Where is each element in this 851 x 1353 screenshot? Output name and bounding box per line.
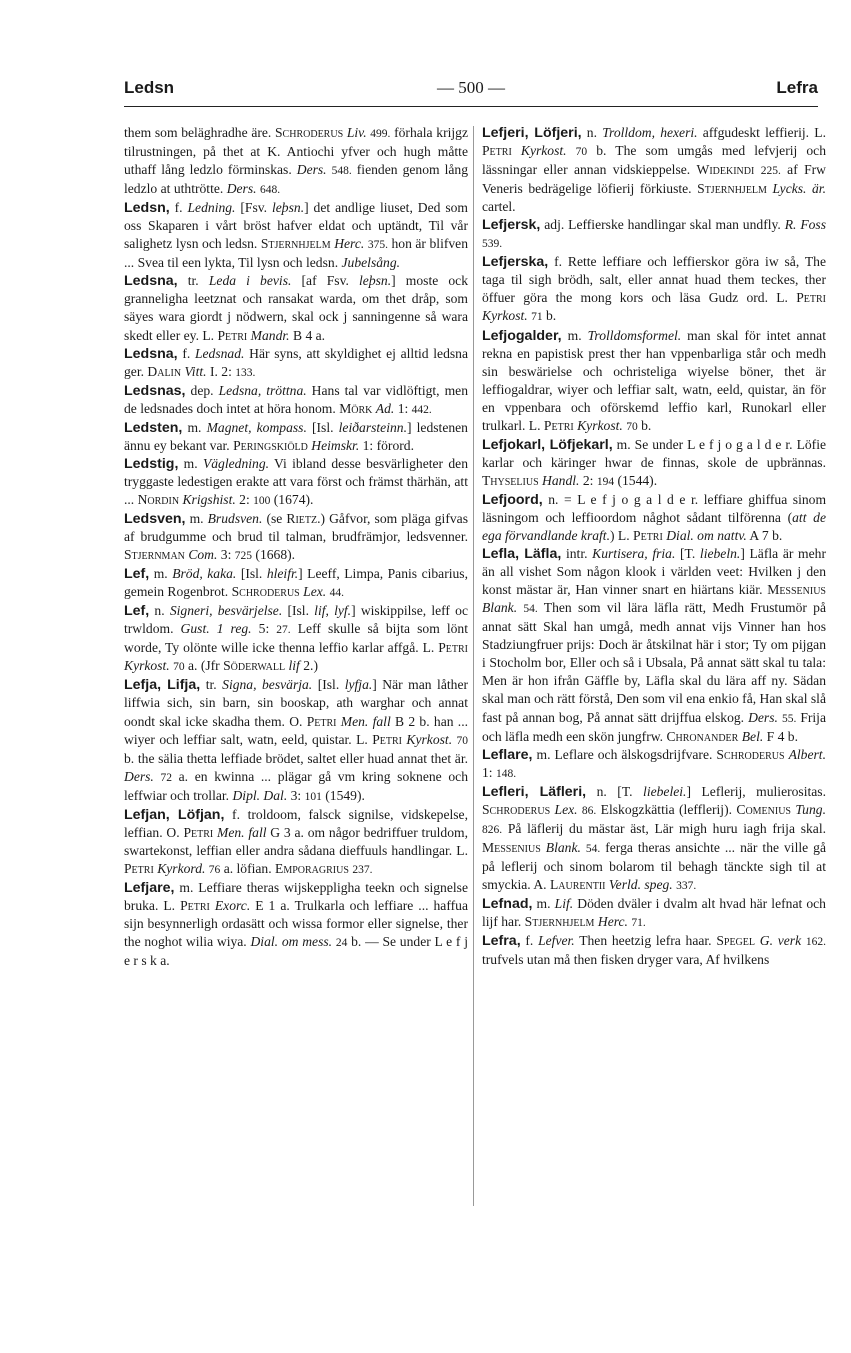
entry-text: Petri: [124, 860, 154, 876]
entry-text: intr.: [561, 546, 593, 562]
entry-text: Söderwall: [223, 658, 286, 674]
entry-text: L e f j o g a l d e r.: [687, 436, 793, 452]
entry-text: Kyrkord.: [157, 860, 206, 876]
entry-text: m.: [178, 455, 203, 471]
entry-text: Dipl. Dal.: [232, 787, 288, 803]
entry-text: 3:: [217, 547, 235, 563]
headword: Lefjoord,: [482, 491, 543, 508]
entry-text: 55.: [781, 712, 797, 725]
dictionary-entry: [482, 746, 826, 783]
entry-text: Widekindi: [696, 162, 755, 178]
entry-text: a. löfian.: [220, 860, 276, 876]
entry-text: 194: [596, 475, 615, 488]
entry-text: Mandr.: [250, 327, 290, 343]
dictionary-entry: [482, 932, 826, 969]
entry-text: 237.: [352, 863, 373, 876]
dictionary-entry: [124, 382, 468, 419]
entry-text: Petri: [796, 290, 826, 306]
entry-text: A 7 b.: [746, 528, 783, 544]
headword: Ledstig,: [124, 455, 179, 472]
right-column: [482, 124, 826, 969]
entry-text: ] det andlige liuset, Ded som oss Skaparen i vårt bröst hafver eldat och uptändt, Til vår salighetz lysn och ledsn.: [124, 200, 468, 252]
entry-text: Ledning.: [187, 200, 236, 216]
entry-text: [Isl.: [282, 603, 315, 619]
entry-text: Ders.: [748, 709, 778, 725]
entry-text: [af Fsv.: [291, 273, 360, 289]
entry-text: 24: [335, 937, 348, 950]
entry-text: leþsn.: [272, 200, 305, 216]
headword: Lefra,: [482, 933, 521, 950]
dictionary-entry: [124, 124, 468, 199]
headword: Lefja, Lifja,: [124, 677, 201, 694]
entry-text: Verld. speg.: [608, 876, 673, 892]
entry-text: leiðarsteinn.: [338, 419, 407, 435]
entry-text: Peringskiöld: [233, 437, 308, 453]
entry-text: them som beläghradhe äre.: [124, 125, 275, 140]
dictionary-entry: [482, 491, 826, 545]
entry-text: m. Leflare och älskogsdrijfvare.: [532, 746, 717, 762]
entry-text: m.: [182, 419, 207, 435]
entry-text: ] Leeff, Limpa, Panis cibarius, gemein Rogenbrot.: [124, 566, 468, 600]
entry-text: 44.: [329, 587, 344, 600]
entry-text: Blank.: [545, 839, 581, 855]
entry-text: Elskogzkättia (lefflerij).: [596, 801, 737, 817]
entry-text: 337.: [676, 879, 697, 892]
entry-text: Dalin: [147, 363, 182, 379]
entry-text: 499.: [370, 128, 391, 140]
entry-text: Nordin: [137, 491, 180, 507]
entry-text: Emporagrius: [275, 860, 349, 876]
entry-text: 225.: [760, 165, 781, 178]
entry-text: 375.: [367, 239, 388, 252]
entry-text: trufvels utan må then fisken dryger vara, Af hvilkens: [482, 952, 770, 968]
entry-text: (1668).: [252, 547, 296, 563]
entry-text: Vi ibland desse besvärligheter den tryggaste ledestigen erakte att vara först och främst thärhän, att ...: [124, 455, 468, 507]
entry-text: Mörk: [339, 400, 373, 416]
headword: Ledsven,: [124, 510, 186, 527]
entry-text: 2:: [235, 491, 254, 507]
dictionary-entry: [124, 199, 468, 272]
entry-text: 70: [173, 661, 185, 674]
entry-text: 101: [304, 790, 322, 803]
running-header: [124, 78, 818, 104]
entry-text: Lycks. är.: [772, 181, 826, 197]
entry-text: B 4 a.: [289, 327, 326, 343]
dictionary-entry: [124, 676, 468, 805]
entry-text: R. Foss: [784, 217, 827, 233]
entry-text: Rietz: [286, 510, 318, 526]
entry-text: Signa, besvärja.: [222, 677, 313, 693]
entry-text: Gust. 1 reg.: [180, 621, 252, 637]
entry-text: b. The som umgås med lefvjerij och lässningar eller annan vidskieppelse.: [482, 143, 827, 178]
entry-text: Herc.: [334, 236, 365, 252]
entry-text: Herc.: [597, 914, 628, 930]
entry-text: m. Leffiare theras wijskeppligha teekn och signelse bruka. L.: [124, 879, 468, 913]
entry-text: Bel.: [741, 728, 764, 744]
entry-text: Comenius: [736, 801, 791, 817]
entry-text: leþsn.: [359, 273, 392, 289]
entry-text: Vitt.: [184, 363, 207, 379]
entry-text: (1544).: [614, 472, 658, 488]
column-divider: [473, 126, 474, 1206]
entry-text: I. 2:: [206, 363, 236, 379]
entry-text: Schroderus: [275, 125, 344, 140]
entry-text: man skal för intet annat rekna en papistisk prest ther han vppenbarliga står och medh sin beswärielse och ochristeliga wiyelse böner, thet är leffiogaldrar, wiyer och leffiar salt, watn, eeld, quistar, än för en vppenbara och oförskemd leffio karl, Runokarl eller trulkarl. L.: [482, 327, 826, 433]
entry-text: ) L.: [610, 528, 634, 544]
entry-text: G. verk: [759, 933, 802, 949]
entry-text: 70: [626, 420, 638, 433]
entry-text: Lex.: [303, 584, 327, 600]
entry-text: fienden genom lång ledzlo at uthtrötte.: [124, 162, 468, 197]
entry-text: Signeri, besvärjelse.: [169, 603, 283, 619]
entry-text: leffiare ghiffua sinom läsningom och leffioordom någhot sådant tilförenna (: [482, 491, 827, 525]
left-column: [124, 124, 468, 970]
entry-text: f.: [520, 933, 539, 949]
entry-text: 1: förord.: [359, 437, 414, 453]
headword: Lef,: [124, 566, 150, 583]
entry-text: (1674).: [270, 491, 314, 507]
entry-text: Petri: [482, 143, 512, 159]
entry-text: adj. Leffierske handlingar skal man undfly.: [540, 217, 785, 233]
entry-text: L e f j e r s k a.: [124, 934, 469, 969]
headword: Ledsten,: [124, 419, 183, 436]
entry-text: Magnet, kompass.: [206, 419, 307, 435]
entry-text: ] När man låther liffwia sich, sin barn, sin booskap, ath warghar och annat oondt skal icke skadha them. O.: [124, 677, 469, 729]
entry-text: [567, 143, 576, 158]
entry-text: 539.: [482, 238, 503, 251]
entry-text: 100: [253, 494, 271, 507]
entry-text: a. (Jfr: [184, 658, 224, 674]
entry-text: På läflerij du mästar äst, Lär migh huru iagh frija skal.: [502, 820, 826, 836]
dictionary-entry: [482, 253, 826, 326]
entry-text: Chronander: [666, 728, 739, 744]
headword: Lefla, Läfla,: [482, 546, 562, 563]
entry-text: Then heetzig lefra haar.: [574, 933, 717, 949]
entry-text: Frija och läfla medh een skön jungfrw.: [482, 709, 826, 744]
entry-text: n. =: [542, 491, 578, 507]
entry-text: Dial. om mess.: [250, 934, 333, 950]
entry-text: 2.): [299, 658, 318, 674]
entry-text: lyfja.: [344, 677, 373, 693]
entry-text: 648.: [259, 184, 281, 197]
header-right-word: Lefra: [776, 78, 818, 97]
entry-text: förhala krijgz tilrustningen, på thet at K. Antiochi yfver och hugh måtte uthaff lång ledzlo förminskas.: [124, 125, 468, 178]
entry-text: Kyrkost.: [520, 143, 567, 159]
entry-text: 71.: [631, 917, 646, 930]
dictionary-entry: [482, 783, 826, 895]
entry-text: (se: [262, 510, 287, 526]
entry-text: Döden dväler i dvalm alt hvad här lefnat och lijf har.: [482, 895, 826, 930]
dictionary-entry: [124, 272, 468, 344]
entry-text: Then som vil lära läfla rätt, Medh Frustumör på annat sätt Skal han umgå, medh annat vijs Vinner han hos Stadziungfruer prijs: Doch är åtskilnat här i stor; Ty om pijgan i Stocholm bor, Eller och så i Ubsala, På annat sätt skal tu tala: Men är hon ifrån Gäffle by, Läfla skal du lära aff ny. Sädan skal man och rätt förstå, Den som vil ena enkio få, Han skal slå fast på annan bog, På annat sätt drijffua elskog.: [482, 600, 826, 725]
entry-text: Trolldomsformel.: [587, 327, 682, 343]
headword: Lefjeri, Löfjeri,: [482, 125, 582, 141]
entry-text: liebelei.: [643, 783, 687, 799]
dictionary-entry: [124, 879, 468, 970]
entry-text: Handl.: [542, 472, 580, 488]
entry-text: Kurtisera, fria.: [592, 546, 676, 562]
entry-text: 162.: [805, 936, 826, 949]
entry-text: E 1 a. Trulkarla och leffiare ... haffua sijn besynnerligh ordasätt och wissa formor eller signelse, ther the noghot wilia wiya.: [124, 897, 468, 950]
entry-text: [512, 143, 521, 158]
entry-text: Thyselius: [482, 472, 539, 488]
entry-text: b.: [637, 417, 652, 433]
headword: Lefjokarl, Löfjekarl,: [482, 436, 613, 453]
entry-text: ] Läfla är mehr än all vishet Som någon klook i världen veet: Hvilken j den konst mästar är, Han vinner snart en hiärtans kiär.: [482, 546, 826, 598]
entry-text: f. Rette leffiare och leffierskor göra iw så, The taga til sigh brödh, salt, eller annat huad them teckes, ther öffuer göra the mong kors och läsa Gudz ord. L.: [482, 254, 826, 306]
entry-text: Löfie karlar och käringer hwar de finnas, skole de upbrännas.: [482, 436, 827, 470]
entry-text: F 4 b.: [763, 728, 798, 744]
entry-text: Här syns, att skyldighet ej alltid ledsna ger.: [124, 345, 468, 379]
entry-text: m.: [185, 510, 208, 526]
entry-text: m.: [561, 327, 588, 343]
entry-text: Ders.: [226, 181, 257, 197]
headword: Ledsn,: [124, 200, 170, 217]
entry-text: Trolldom, hexeri.: [602, 125, 698, 140]
entry-text: Kyrkost.: [124, 658, 170, 674]
entry-text: Jubelsång.: [341, 255, 401, 271]
entry-text: Blank.: [482, 600, 518, 616]
entry-text: hon är blifven ... Svea til een lykta, Til lysn och ledsn.: [124, 236, 468, 271]
dictionary-entry: [124, 565, 468, 602]
entry-text: Liv.: [346, 125, 367, 140]
entry-text: att de ega förvandlande kraft.: [482, 509, 826, 544]
entry-text: ] moste ock granneligha leetznat och ransakat warda, om thet dråp, som säyes wara giordt j nödwern, skal ock j sanningenne så wara skedt eller ey. L.: [124, 273, 469, 343]
entry-text: dep.: [185, 382, 219, 398]
dictionary-entry: [124, 806, 468, 879]
entry-text: Kyrkost.: [482, 308, 528, 324]
entry-text: Heimskr.: [311, 437, 360, 453]
entry-text: Petri: [183, 824, 214, 840]
entry-text: 86.: [581, 804, 597, 817]
entry-text: cartel.: [482, 199, 516, 215]
entry-text: Men. fall: [340, 713, 391, 729]
entry-text: ] wiskippilse, leff oc trwldom.: [124, 603, 468, 637]
entry-text: Kyrkost.: [406, 731, 453, 747]
entry-text: Com.: [188, 547, 218, 563]
dictionary-entry: [482, 124, 826, 216]
entry-text: G 3 a. om någor bedriffuer truldom, swartekonst, leffian eller andra sådana dieffuuls handlingar. L.: [124, 824, 468, 858]
entry-text: 70: [456, 734, 468, 747]
entry-text: Petri: [633, 528, 663, 544]
entry-text: hleifr.: [266, 566, 299, 582]
entry-text: 548.: [331, 165, 352, 178]
headword: Lefjersk,: [482, 217, 541, 234]
dictionary-entry: [124, 345, 468, 382]
headword: Ledsna,: [124, 273, 178, 290]
dictionary-entry: [482, 436, 826, 491]
entry-text: tr.: [200, 677, 223, 693]
entry-text: 2:: [579, 472, 597, 488]
entry-text: 54.: [585, 842, 601, 855]
entry-text: ] ledstenen ännu ey bekant var.: [124, 419, 468, 453]
entry-text: n.: [581, 125, 603, 140]
entry-text: n. [T.: [586, 783, 644, 799]
entry-text: b.: [542, 308, 557, 324]
entry-text: m.: [532, 895, 555, 911]
entry-text: f.: [169, 200, 188, 216]
entry-text: (1549).: [321, 787, 365, 803]
entry-text: Ledsnad.: [194, 345, 245, 361]
entry-text: Exorc.: [214, 897, 251, 913]
entry-text: Petri: [372, 731, 402, 747]
entry-text: Ledsna, tröttna.: [218, 382, 307, 398]
headword: Lef,: [124, 603, 150, 620]
headword: Lefleri, Läfleri,: [482, 783, 587, 800]
entry-text: Ders.: [124, 768, 154, 784]
headword: Lefjogalder,: [482, 327, 562, 344]
entry-text: Petri: [306, 713, 337, 729]
entry-text: 70: [575, 146, 588, 159]
entry-text: Schroderus: [716, 746, 785, 762]
entry-text: ferga theras ansichte ... när the ville gå på leflerij och sinom bolarom til behagh tänckte sigh til at smyckia. A.: [482, 839, 826, 892]
headword: Ledsnas,: [124, 382, 186, 399]
entry-text: a. en kwinna ... plägar gå vm kring soknene och leffwiar och trollar.: [124, 768, 468, 803]
entry-text: Schroderus: [231, 584, 300, 600]
dictionary-entry: [124, 602, 468, 676]
entry-text: b. — Se under: [347, 934, 435, 950]
entry-text: Men. fall: [217, 824, 267, 840]
dictionary-entry: [482, 216, 826, 253]
entry-text: Laurentii: [549, 876, 606, 892]
headword: Lefjare,: [124, 879, 175, 896]
entry-text: L e f j o g a l d e r.: [577, 491, 699, 507]
entry-text: Petri: [438, 640, 468, 656]
dictionary-entry: [482, 327, 826, 436]
entry-text: 72: [160, 771, 172, 784]
page-number: — 500 —: [437, 78, 505, 97]
entry-text: 725: [234, 550, 253, 563]
entry-text: [Isl.: [306, 419, 339, 435]
entry-text: Messenius: [482, 839, 541, 855]
entry-text: Stjernhjelm: [260, 236, 331, 252]
entry-text: 3:: [287, 787, 305, 803]
entry-text: 1:: [482, 764, 496, 780]
entry-text: 1:: [394, 400, 412, 416]
entry-text: Messenius: [767, 582, 826, 598]
entry-text: Schroderus: [482, 801, 551, 817]
entry-text: Brudsven.: [207, 510, 263, 526]
entry-text: [Fsv.: [235, 200, 272, 216]
entry-text: 27.: [276, 624, 291, 637]
entry-text: b. the sälia thetta leffiade brödet, saltet eller huad annat thet är.: [124, 750, 468, 766]
entry-text: 54.: [523, 603, 538, 616]
headword: Lefjan, Löfjan,: [124, 806, 225, 823]
entry-text: Leda i bevis.: [208, 273, 292, 289]
entry-text: Vägledning.: [202, 455, 270, 471]
entry-text: 148.: [495, 767, 517, 780]
entry-text: Tung.: [795, 801, 826, 817]
entry-text: 71: [531, 311, 543, 324]
entry-text: Stjernman: [124, 547, 185, 563]
entry-text: tr.: [177, 273, 209, 289]
headword: Lefnad,: [482, 895, 533, 912]
entry-text: m. Se under: [612, 436, 688, 452]
entry-text: Hans tal var vidlöftigt, men de ledsnades doch intet at höra honom.: [124, 382, 468, 416]
entry-text: 5:: [251, 621, 277, 637]
entry-text: B 2 b. han ... wiyer och leffiar salt, watn, eeld, quistar. L.: [124, 713, 468, 747]
headword: Leflare,: [482, 746, 533, 763]
headword: Ledsna,: [124, 345, 178, 362]
entry-text: affgudeskt leffierij. L.: [697, 125, 826, 140]
entry-text: [154, 769, 161, 784]
dictionary-entry: [482, 545, 826, 746]
entry-text: Bröd, kaka.: [172, 566, 237, 582]
entry-text: 442.: [411, 403, 432, 416]
entry-text: Stjernhjelm: [524, 914, 595, 930]
entry-text: ] Leflerij, mulierositas.: [686, 783, 826, 799]
dictionary-entry: [124, 419, 468, 455]
entry-text: n.: [149, 603, 170, 619]
entry-text: Lif.: [554, 895, 574, 911]
entry-text: Spegel: [716, 933, 755, 949]
entry-text: Leff skulle så bijta som lönt worde, Ty olönte wille icke thenna leffio karlar affgå. L.: [124, 621, 468, 656]
entry-text: Albert.: [788, 746, 826, 762]
entry-text: Lefver.: [538, 933, 575, 949]
entry-text: [T.: [675, 546, 700, 562]
entry-text: 133.: [235, 366, 256, 379]
entry-text: liebeln.: [699, 546, 741, 562]
entry-text: Petri: [180, 897, 210, 913]
headword: Lefjerska,: [482, 254, 549, 271]
dictionary-entry: [482, 895, 826, 932]
entry-text: lif: [288, 658, 300, 674]
entry-text: Petri: [543, 417, 574, 433]
dictionary-entry: [124, 455, 468, 510]
entry-text: [Isl.: [236, 566, 267, 582]
entry-text: 76: [208, 863, 221, 876]
entry-text: .) Gåfvor, som pläga gifvas af brudgumme och brud til talman, brudfrämjor, ledsvenner.: [124, 510, 468, 545]
entry-text: Ad.: [375, 400, 395, 416]
entry-text: m.: [149, 566, 173, 582]
entry-text: Dial. om nattv.: [666, 528, 747, 544]
entry-text: Krigshist.: [182, 491, 236, 507]
header-left-word: Ledsn: [124, 78, 175, 97]
entry-text: 826.: [482, 823, 503, 836]
entry-text: Stjernhjelm: [697, 181, 767, 197]
entry-text: [Isl.: [312, 677, 345, 693]
entry-text: f. troldoom, falsck signilse, vidskepelse, leffian. O.: [124, 806, 468, 840]
entry-text: Ders.: [296, 162, 327, 178]
entry-text: Kyrkost.: [577, 417, 623, 433]
entry-text: Lex.: [554, 801, 578, 817]
entry-text: f.: [177, 345, 195, 361]
entry-text: lif, lyf.: [314, 603, 352, 619]
header-rule: [124, 106, 818, 107]
entry-text: af Frw Veneris bedrägelige löfierij förkiuste.: [482, 162, 826, 197]
dictionary-entry: [124, 510, 468, 565]
entry-text: Petri: [217, 327, 248, 343]
